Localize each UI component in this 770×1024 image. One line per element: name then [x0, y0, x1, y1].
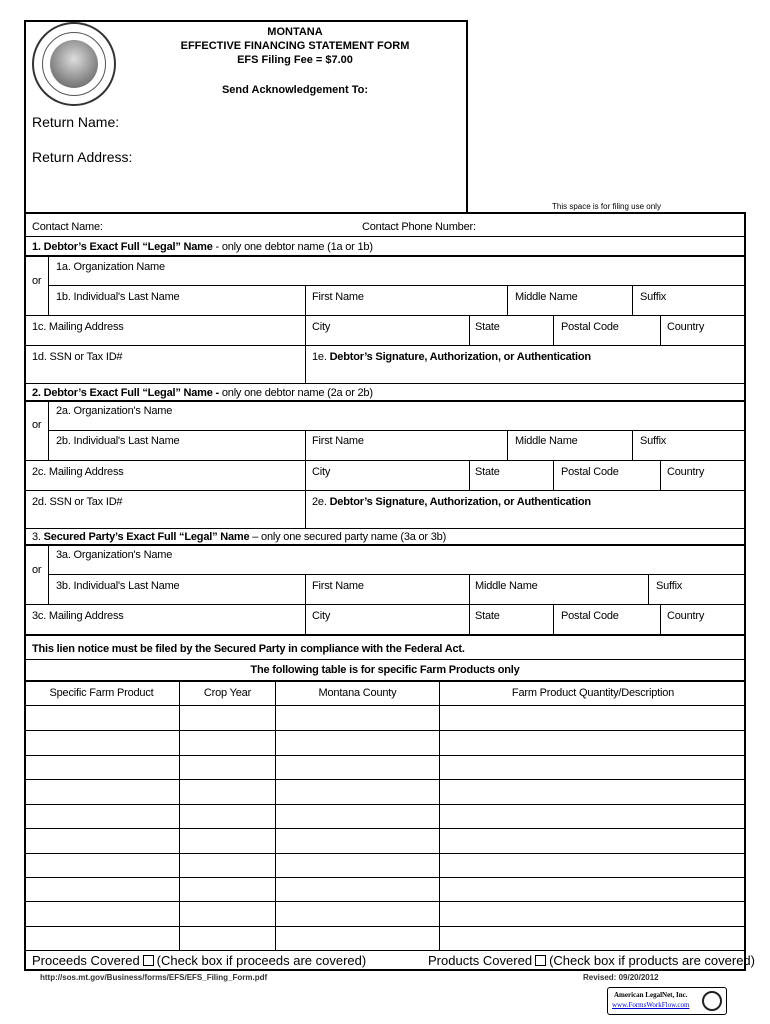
form-right-border [744, 212, 746, 970]
form-top-border [24, 212, 746, 214]
debtor2-city-label: City [312, 466, 331, 478]
debtor2-state-label: State [475, 466, 500, 478]
or-divider [48, 401, 49, 461]
return-address-label: Return Address: [32, 149, 133, 165]
debtor1-postal-label: Postal Code [561, 321, 619, 333]
debtor1-last-name-label: 1b. Individual's Last Name [56, 291, 180, 303]
debtor2-org-name-label: 2a. Organization's Name [56, 405, 173, 417]
debtor1-signature-label: 1e. Debtor’s Signature, Authorization, or Authentication [312, 351, 591, 363]
farm-col-header: Montana County [318, 687, 397, 699]
row-divider [24, 460, 746, 461]
table-row[interactable] [24, 950, 746, 951]
debtor1-org-name-label: 1a. Organization Name [56, 261, 165, 273]
debtor2-mailing-label: 2c. Mailing Address [32, 466, 124, 478]
row-divider [24, 383, 746, 384]
logo-company: American LegalNet, Inc. [614, 991, 688, 999]
col-divider [660, 604, 661, 634]
col-divider [553, 604, 554, 634]
secured-suffix-label: Suffix [656, 580, 683, 592]
debtor2-postal-label: Postal Code [561, 466, 619, 478]
debtor1-country-label: Country [667, 321, 705, 333]
row-divider [24, 236, 746, 237]
farm-col-header: Farm Product Quantity/Description [511, 687, 675, 699]
section-divider [24, 400, 746, 402]
debtor2-last-name-label: 2b. Individual's Last Name [56, 435, 180, 447]
table-row[interactable] [24, 877, 746, 878]
products-covered-row: Products Covered (Check box if products are covered) [428, 953, 755, 968]
debtor1-mailing-label: 1c. Mailing Address [32, 321, 124, 333]
col-divider [553, 315, 554, 345]
farm-col-divider [179, 681, 180, 950]
row-divider [24, 528, 746, 529]
proceeds-checkbox[interactable] [143, 955, 154, 966]
farm-col-divider [439, 681, 440, 950]
table-row[interactable] [24, 755, 746, 756]
form-title: EFFECTIVE FINANCING STATEMENT FORM [180, 40, 410, 52]
farm-col-header: Specific Farm Product [49, 687, 154, 699]
debtor2-or-label: or [32, 419, 42, 431]
secured-postal-label: Postal Code [561, 610, 619, 622]
debtor2-first-name-label: First Name [312, 435, 364, 447]
proceeds-covered-row: Proceeds Covered (Check box if proceeds are covered) [32, 953, 367, 968]
table-row[interactable] [24, 804, 746, 805]
farm-table-caption: The following table is for specific Farm Products only [250, 664, 520, 676]
secured-first-name-label: First Name [312, 580, 364, 592]
secured-middle-name-label: Middle Name [475, 580, 538, 592]
state-title: MONTANA [267, 26, 323, 38]
secured-country-label: Country [667, 610, 705, 622]
debtor2-country-label: Country [667, 466, 705, 478]
filing-fee: EFS Filing Fee = $7.00 [237, 54, 353, 66]
logo-website-link[interactable]: www.FormsWorkFlow.com [612, 1001, 690, 1009]
filing-use-note: This space is for filing use only [552, 202, 661, 211]
debtor1-ssn-label: 1d. SSN or Tax ID# [32, 351, 123, 363]
col-divider [305, 285, 306, 383]
col-divider [632, 430, 633, 460]
table-row[interactable] [24, 853, 746, 854]
col-divider [305, 430, 306, 528]
col-divider [660, 315, 661, 345]
logo-emblem-icon [702, 991, 722, 1011]
section-divider [24, 255, 746, 257]
table-row[interactable] [24, 901, 746, 902]
debtor1-state-label: State [475, 321, 500, 333]
secured-city-label: City [312, 610, 331, 622]
col-divider [648, 574, 649, 604]
send-acknowledgement: Send Acknowledgement To: [221, 84, 369, 96]
col-divider [469, 315, 470, 345]
contact-name-label: Contact Name: [32, 221, 103, 233]
debtor2-suffix-label: Suffix [640, 435, 667, 447]
row-divider [24, 345, 746, 346]
debtor1-middle-name-label: Middle Name [515, 291, 578, 303]
col-divider [660, 460, 661, 490]
farm-col-divider [275, 681, 276, 950]
debtor1-or-label: or [32, 275, 42, 287]
secured-state-label: State [475, 610, 500, 622]
table-row[interactable] [24, 779, 746, 780]
row-divider [24, 705, 746, 706]
or-divider [48, 256, 49, 316]
row-divider [24, 315, 746, 316]
debtor1-heading: 1. Debtor’s Exact Full “Legal” Name - only one debtor name (1a or 1b) [32, 241, 373, 253]
debtor2-heading: 2. Debtor’s Exact Full “Legal” Name - only one debtor name (2a or 2b) [32, 387, 373, 399]
table-row[interactable] [24, 926, 746, 927]
return-name-label: Return Name: [32, 114, 120, 130]
row-divider [24, 490, 746, 491]
secured-last-name-label: 3b. Individual's Last Name [56, 580, 180, 592]
row-divider [24, 659, 746, 660]
debtor2-ssn-label: 2d. SSN or Tax ID# [32, 496, 123, 508]
row-divider [24, 604, 746, 605]
row-divider [48, 430, 746, 431]
contact-phone-label: Contact Phone Number: [362, 221, 476, 233]
debtor1-city-label: City [312, 321, 331, 333]
row-divider [48, 285, 746, 286]
row-divider [48, 574, 746, 575]
header-top-border [24, 20, 468, 22]
secured-org-name-label: 3a. Organization's Name [56, 549, 173, 561]
revised-date: Revised: 09/20/2012 [583, 973, 659, 982]
secured-mailing-label: 3c. Mailing Address [32, 610, 124, 622]
col-divider [469, 460, 470, 490]
section-divider [24, 680, 746, 682]
farm-col-header: Crop Year [203, 687, 252, 699]
table-row[interactable] [24, 730, 746, 731]
form-left-border [24, 212, 26, 970]
debtor2-signature-label: 2e. Debtor’s Signature, Authorization, or Authentication [312, 496, 591, 508]
lien-notice: This lien notice must be filed by the Secured Party in compliance with the Federal Act. [32, 643, 465, 655]
products-checkbox[interactable] [535, 955, 546, 966]
debtor1-first-name-label: First Name [312, 291, 364, 303]
table-row[interactable] [24, 828, 746, 829]
secured-heading: 3. Secured Party’s Exact Full “Legal” Name – only one secured party name (3a or 3b) [32, 531, 447, 543]
form-bottom-border [24, 969, 746, 971]
american-legalnet-logo [607, 987, 727, 1015]
col-divider [507, 285, 508, 315]
secured-or-label: or [32, 564, 42, 576]
section-divider [24, 544, 746, 546]
col-divider [553, 460, 554, 490]
debtor1-suffix-label: Suffix [640, 291, 667, 303]
section-divider [24, 634, 746, 636]
col-divider [632, 285, 633, 315]
col-divider [507, 430, 508, 460]
form-url: http://sos.mt.gov/Business/forms/EFS/EFS_Filing_Form.pdf [40, 973, 268, 982]
debtor2-middle-name-label: Middle Name [515, 435, 578, 447]
